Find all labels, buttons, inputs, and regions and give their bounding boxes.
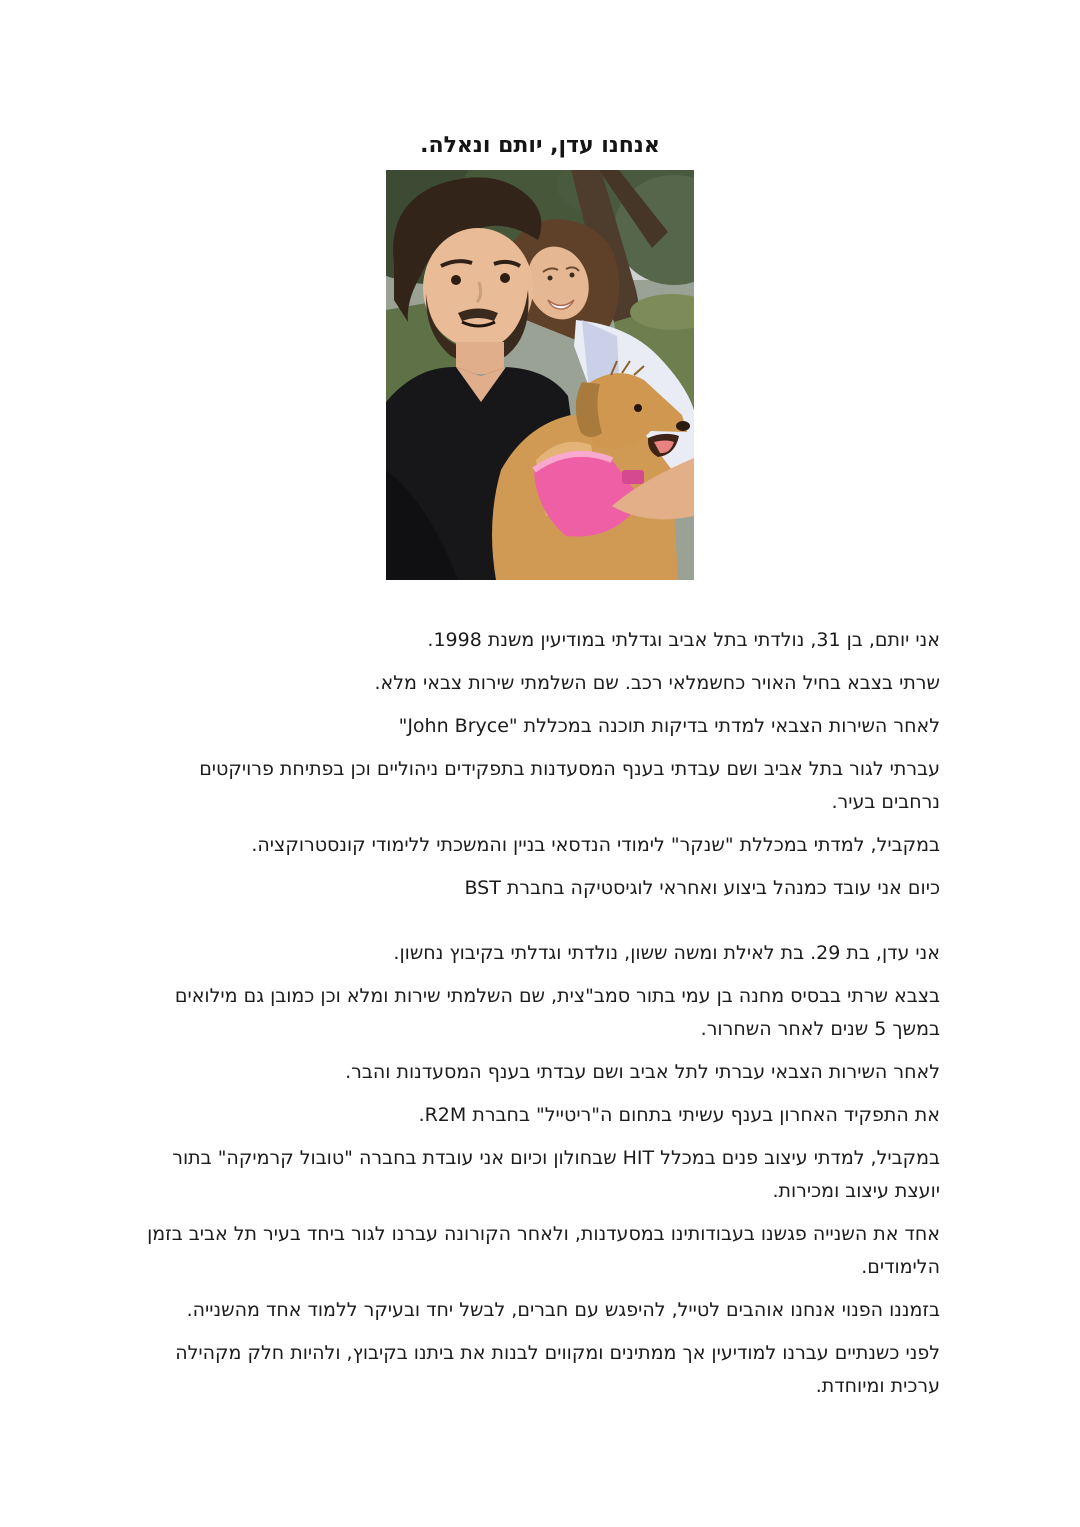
paragraph-yotam-intro: אני יותם, בן 31, נולדתי בתל אביב וגדלתי במודיעין משנת 1998. [427, 629, 940, 651]
paragraph-eden-telaviv: לאחר השירות הצבאי עברתי לתל אביב ושם עבדתי בענף המסעדנות והבר. [345, 1061, 940, 1083]
paragraph-yotam-studies: לאחר השירות הצבאי למדתי בדיקות תוכנה במכללת "John Bryce" [398, 715, 940, 737]
paragraph-yotam-army: שרתי בצבא בחיל האויר כחשמלאי רכב. שם השלמתי שירות צבאי מלא. [374, 672, 940, 694]
paragraph-yotam-job: כיום אני עובד כמנהל ביצוע ואחראי לוגיסטיקה בחברת BST [464, 877, 940, 899]
couple-dog-photo [140, 170, 940, 580]
paragraph-eden-intro: אני עדן, בת 29. בת לאילת ומשה ששון, נולדתי וגדלתי בקיבוץ נחשון. [393, 942, 940, 964]
paragraph-eden-army: בצבא שרתי בבסיס מחנה בן עמי בתור סמב"צית, שם השלמתי שירות ומלא וכן כמובן גם מילואים במשך 5 שנים לאחר השחרור. [174, 985, 940, 1040]
couple-dog-photo-illustration [386, 170, 694, 580]
paragraph-eden-retail: את התפקיד האחרון בענף עשיתי בתחום ה"ריטייל" בחברת R2M. [418, 1104, 940, 1126]
paragraph-yotam-telaviv: עברתי לגור בתל אביב ושם עבדתי בענף המסעדנות בתפקידים ניהוליים וכן בפתיחת פרויקטים נרחבים בעיר. [199, 758, 940, 813]
paragraph-yotam-shenkar: במקביל, למדתי במכללת "שנקר" לימודי הנדסאי בניין והמשכתי ללימודי קונסטרוקציה. [251, 834, 940, 856]
paragraph-couple-hobbies: בזמננו הפנוי אנחנו אוהבים לטייל, להיפגש עם חברים, לבשל יחד ובעיקר ללמוד אחד מהשנייה. [186, 1299, 940, 1321]
paragraph-couple-future: לפני כשנתיים עברנו למודיעין אך ממתינים ומקווים לבנות את ביתנו בקיבוץ, ולהיות חלק מקהילה ערכית ומיוחדת. [175, 1342, 940, 1397]
paragraph-couple-meeting: אחד את השנייה פגשנו בעבודותינו במסעדנות, ולאחר הקורונה עברנו לגור ביחד בעיר תל אביב בזמן הלימודים. [147, 1223, 940, 1278]
page-title: אנחנו עדן, יותם ונאלה. [420, 133, 660, 158]
paragraph-eden-design: במקביל, למדתי עיצוב פנים במכלל HIT שבחולון וכיום אני עובדת בחברה "טובול קרמיקה" בתור יועצת עיצוב ומכירות. [172, 1147, 940, 1202]
